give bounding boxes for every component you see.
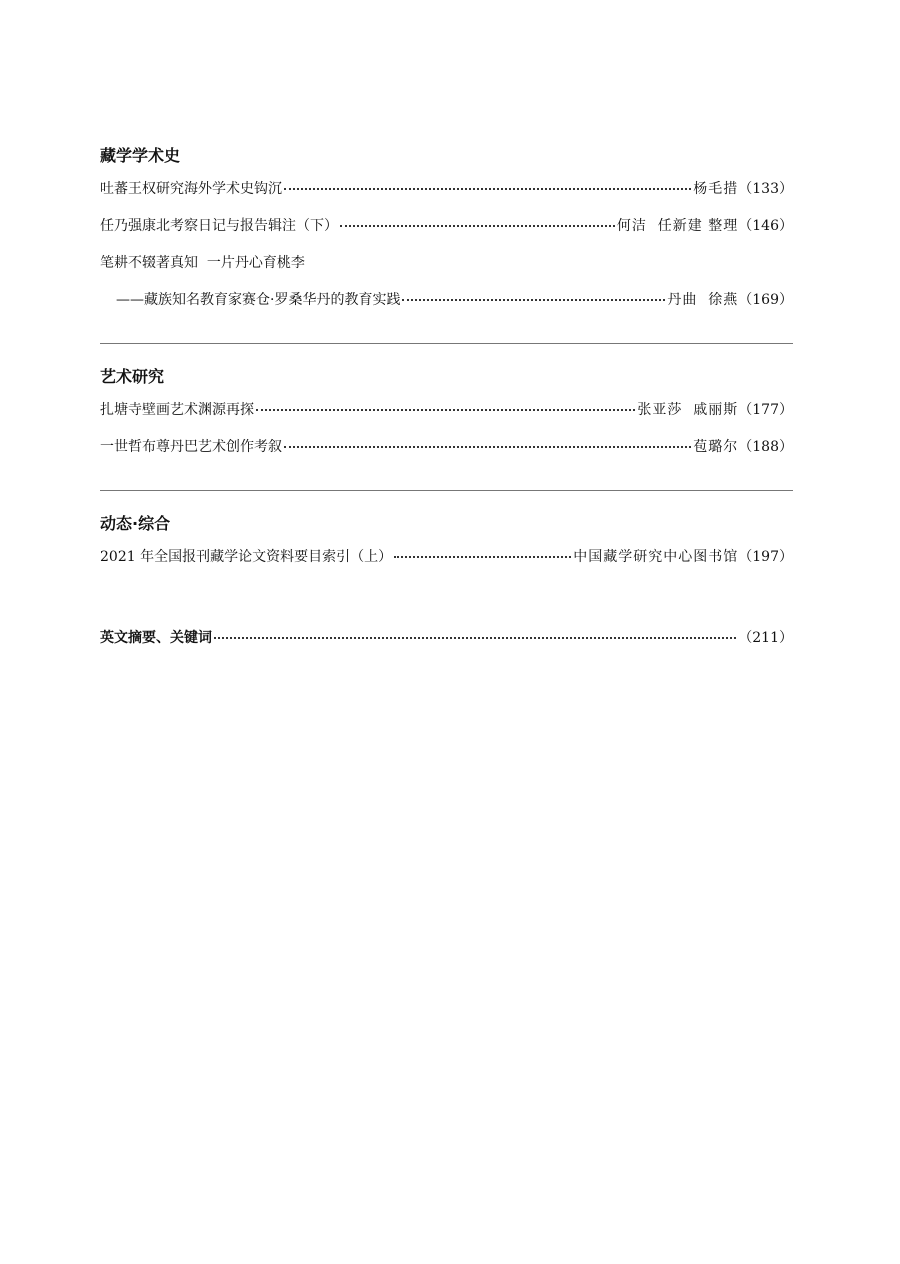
dot-leader [340,225,615,227]
dot-leader [394,556,571,558]
entry-page: （169） [738,292,793,308]
entry-page: （177） [738,402,793,418]
entry-author: 杨毛措 [693,181,739,197]
entry-title: 一世哲布尊丹巴艺术创作考叙 [100,439,282,455]
table-of-contents [100,143,793,665]
entry-page: （133） [738,181,793,197]
toc-entry[interactable] [100,547,793,567]
toc-entry[interactable] [100,400,793,420]
spacer [100,588,793,628]
entry-subtitle: ——藏族知名教育家赛仓·罗桑华丹的教育实践 [116,292,401,308]
entry-author: 丹曲 徐燕 [667,292,739,308]
dot-leader [256,409,635,411]
section-tibetology-history [100,143,793,331]
entry-title: 英文摘要、关键词 [100,630,212,646]
toc-entry[interactable] [100,216,793,236]
entry-title: 任乃强康北考察日记与报告辑注（下） [100,218,338,234]
dot-leader [284,446,691,448]
section-title: 艺术研究 [100,367,165,386]
toc-entry[interactable] [100,179,793,199]
dot-leader [214,637,736,639]
entry-page: （211） [738,630,793,646]
section-divider [100,490,793,491]
section-title: 动态·综合 [100,514,171,533]
entry-author: 中国藏学研究中心图书馆 [573,549,739,565]
dot-leader [284,188,691,190]
entry-page: （146） [738,218,793,234]
entry-title: 笔耕不辍著真知 一片丹心育桃李 [100,255,305,271]
entry-title: 扎塘寺壁画艺术渊源再探 [100,402,254,418]
entry-author: 苞璐尔 [693,439,739,455]
entry-page: （197） [738,549,793,565]
section-news-misc [100,511,793,588]
toc-entry-main-title[interactable] [100,253,793,273]
toc-entry[interactable] [100,437,793,457]
section-divider [100,343,793,344]
entry-author: 张亚莎 戚丽斯 [637,402,739,418]
entry-title: 吐蕃王权研究海外学术史钩沉 [100,181,282,197]
section-art-research [100,364,793,478]
toc-entry-english-abstracts[interactable] [100,628,793,648]
dot-leader [402,299,665,301]
toc-entry-subtitle[interactable] [100,290,793,310]
entry-page: （188） [738,439,793,455]
section-title: 藏学学术史 [100,146,181,165]
entry-author: 何洁 任新建 整理 [616,218,739,234]
entry-title: 2021 年全国报刊藏学论文资料要目索引（上） [100,549,393,565]
